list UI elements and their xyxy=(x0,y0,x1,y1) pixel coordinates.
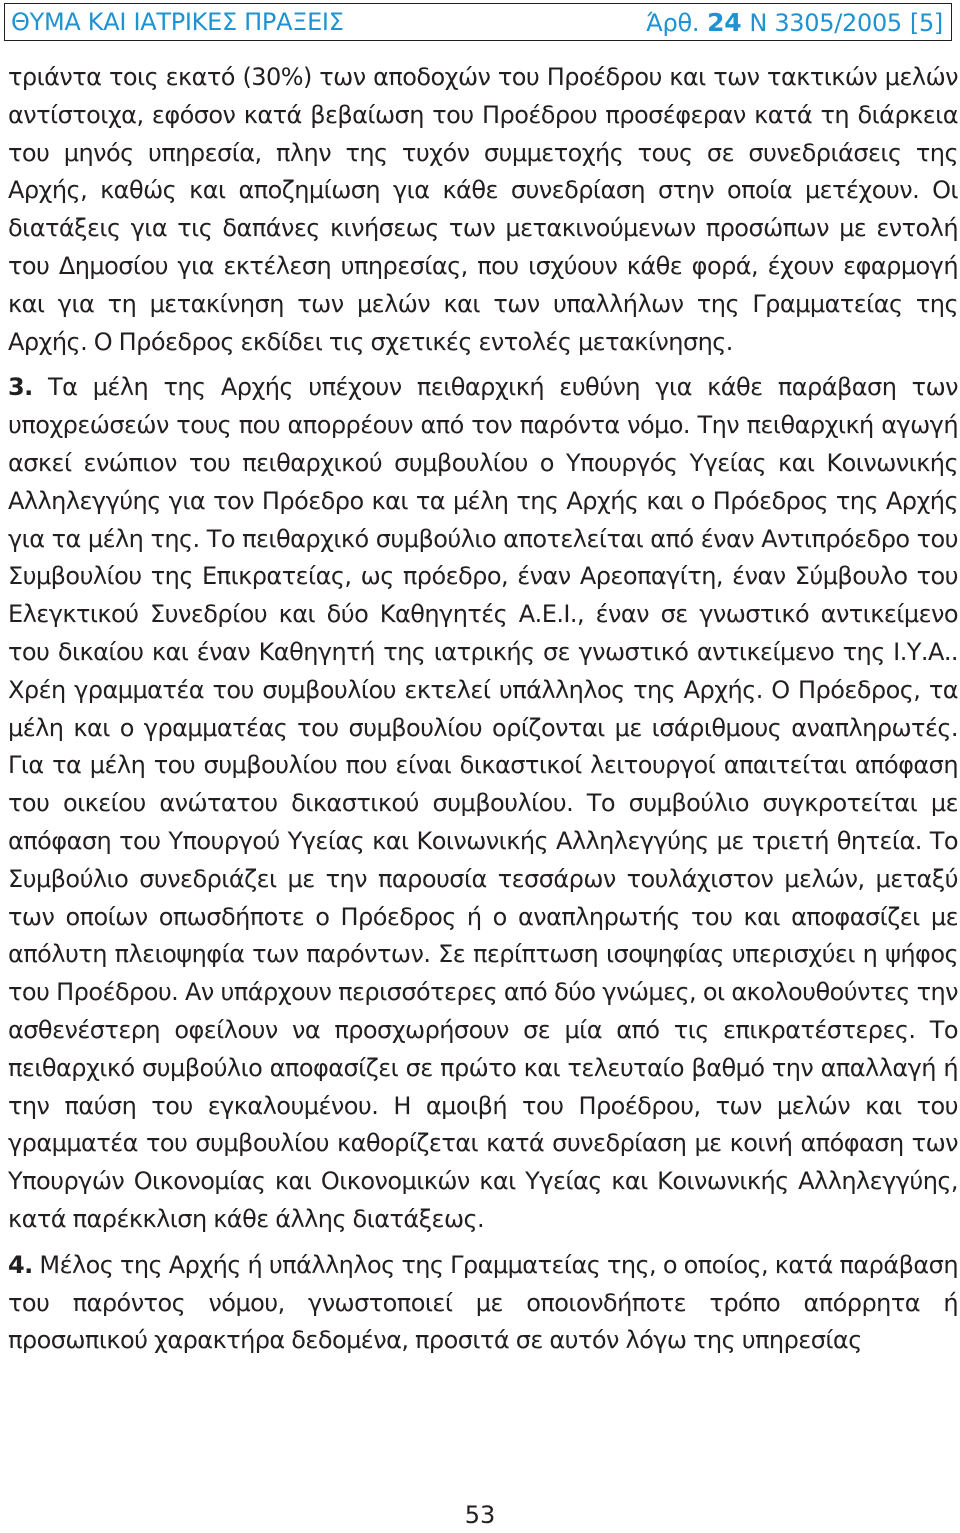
article-label: Άρθ. xyxy=(646,8,700,37)
section-title: ΘΥΜΑ ΚΑΙ ΙΑΤΡΙΚΕΣ ΠΡΑΞΕΙΣ xyxy=(11,8,344,36)
law-reference: Ν 3305/2005 xyxy=(749,8,902,37)
article-reference xyxy=(646,8,943,37)
paragraph-continuation xyxy=(8,59,958,361)
paragraph-3 xyxy=(8,369,958,1238)
paragraph-text: Μέλος της Αρχής ή υπάλληλος της Γραμματείας της, ο οποίος, κατά παράβαση του παρόντος νόμου, γνωστοποιεί με οποιονδήποτε τρόπο απόρρητα ή προσωπικού χαρακτήρα δεδομένα, προσιτά σε αυτόν λόγω της υπηρεσίας xyxy=(8,1250,958,1355)
article-number: 24 xyxy=(707,7,742,37)
paragraph-text: τριάντα τοις εκατό (30%) των αποδοχών του Προέδρου και των τακτικών μελών αντίστοιχα, εφόσον κατά βεβαίωση του Προέδρου προσέφεραν κατά τη διάρκεια του μηνός υπηρεσία, πλην της τυχόν συμμετοχής τους σε συνεδριάσεις της Αρχής, καθώς και αποζημίωση για κάθε συνεδρίαση στην οποία μετέχουν. Οι διατάξεις για τις δαπάνες κινήσεως των μετακινούμενων προσώπων με εντολή του Δημοσίου για εκτέλεση υπηρεσίας, που ισχύουν κάθε φορά, έχουν εφαρμογή και για τη μετακίνηση των μελών και των υπαλλήλων της Γραμματείας της Αρχής. Ο Πρόεδρος εκδίδει τις σχετικές εντολές μετακίνησης. xyxy=(8,63,958,356)
page-number: 53 xyxy=(464,1501,496,1529)
paragraph-number: 4. xyxy=(8,1250,33,1279)
paragraph-text: Τα μέλη της Αρχής υπέχουν πειθαρχική ευθύνη για κάθε παράβαση των υποχρεώσεών τους που απορρέουν από τον παρόντα νόμο. Την πειθαρχική αγωγή ασκεί ενώπιον του πειθαρχικού συμβουλίου ο Υπουργός Υγείας και Κοινωνικής Αλληλεγγύης για τον Πρόεδρο και τα μέλη της Αρχής και ο Πρόεδρος της Αρχής για τα μέλη της. Το πειθαρχικό συμβούλιο αποτελείται από έναν Αντιπρόεδρο του Συμβουλίου της Επικρατείας, ως πρόεδρο, έναν Αρεοπαγίτη, έναν Σύμβουλο του Ελεγκτικού Συνεδρίου και δύο Καθηγητές Α.Ε.Ι., έναν σε γνωστικό αντικείμενο του δικαίου και έναν Καθηγητή της ιατρικής σε γνωστικό αντικείμενο της Ι.Υ.Α.. Χρέη γραμματέα του συμβουλίου εκτελεί υπάλληλος της Αρχής. Ο Πρόεδρος, τα μέλη και ο γραμματέας του συμβουλίου ορίζονται με ισάριθμους αναπληρωτές. Για τα μέλη του συμβουλίου που είναι δικαστικοί λειτουργοί απαιτείται απόφαση του οικείου ανώτατου δικαστικού συμβουλίου. Το συμβούλιο συγκροτείται με απόφαση του Υπουργού Υγείας και Κοινωνικής Αλληλεγγύης με τριετή θητεία. Το Συμβούλιο συνεδριάζει με την παρουσία τεσσάρων τουλάχιστον μελών, μεταξύ των οποίων οπωσδήποτε ο Πρόεδρος ή ο αναπληρωτής του και αποφασίζει με απόλυτη πλειοψηφία των παρόντων. Σε περίπτωση ισοψηφίας υπερισχύει η ψήφος του Προέδρου. Αν υπάρχουν περισσότερες από δύο γνώμες, οι ακολουθούντες την ασθενέστερη οφείλουν να προσχωρήσουν σε μία από τις επικρατέστερες. Το πειθαρχικό συμβούλιο αποφασίζει σε πρώτο και τελευταίο βαθμό την απαλλαγή ή την παύση του εγκαλουμένου. Η αμοιβή του Προέδρου, των μελών και του γραμματέα του συμβουλίου καθορίζεται κατά συνεδρίαση με κοινή απόφαση των Υπουργών Οικονομίας και Οικονομικών και Υγείας και Κοινωνικής Αλληλεγγύης, κατά παρέκκλιση κάθε άλλης διατάξεως. xyxy=(8,373,958,1233)
body-text xyxy=(8,59,958,1360)
paragraph-number: 3. xyxy=(8,373,33,402)
running-header xyxy=(4,3,952,41)
annex-reference: [5] xyxy=(909,8,943,37)
paragraph-4 xyxy=(8,1247,958,1360)
